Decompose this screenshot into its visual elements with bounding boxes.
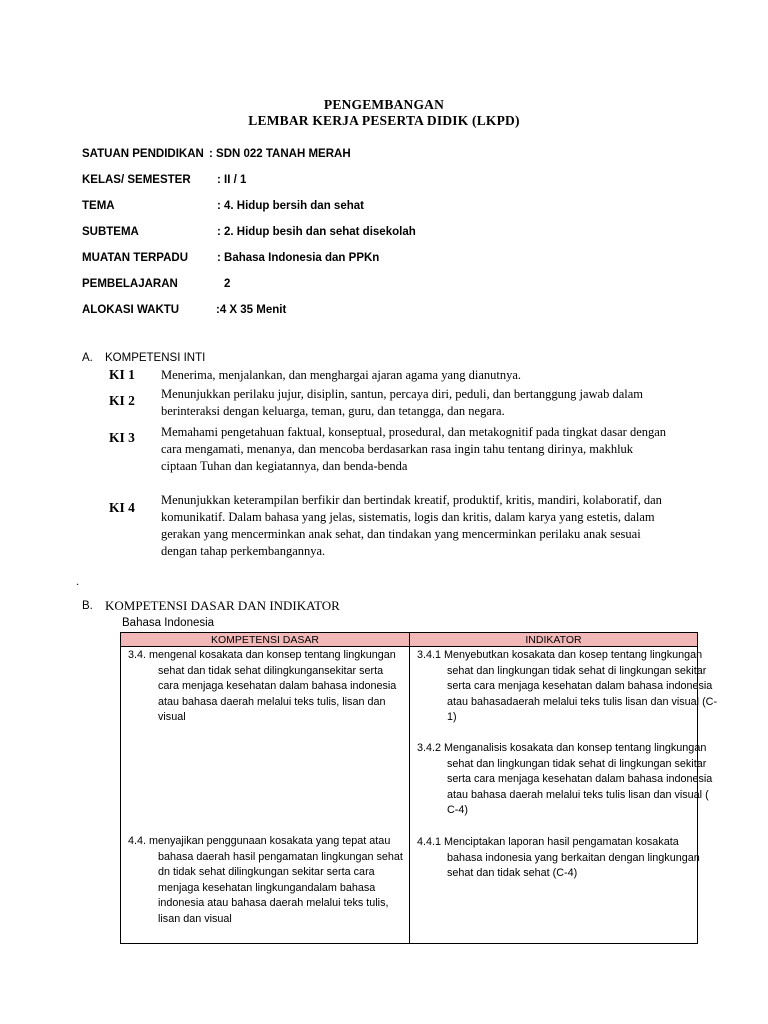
ki-3-label: KI 3	[109, 430, 135, 445]
table-header-indikator: INDIKATOR	[410, 633, 697, 647]
identity-label-muatan: MUATAN TERPADU	[82, 252, 189, 264]
document-title-line-2: LEMBAR KERJA PESERTA DIDIK (LKPD)	[248, 113, 520, 128]
section-b-heading: KOMPETENSI DASAR DAN INDIKATOR	[105, 598, 340, 613]
identity-value-satuan: : SDN 022 TANAH MERAH	[209, 148, 351, 160]
identity-value-kelas: : II / 1	[217, 174, 247, 186]
identity-value-tema: : 4. Hidup bersih dan sehat	[217, 200, 364, 212]
kd-4-4: 4.4. menyajikan penggunaan kosakata yang tepat atau bahasa daerah hasil pengamatan lingkungan sehat dn tidak sehat dilingkungan sekitar serta cara menjaga kesehatan lingkungandalam bahasa indonesia atau bahasa daerah melalui teks tulis, lisan dan visual	[128, 835, 403, 925]
identity-label-alokasi: ALOKASI WAKTU	[82, 304, 180, 316]
section-b-marker: B.	[82, 600, 93, 612]
identity-label-subtema: SUBTEMA	[82, 226, 139, 238]
section-a-marker: A.	[82, 352, 93, 364]
indikator-4-4-1: 4.4.1 Menciptakan laporan hasil pengamatan kosakata bahasa indonesia yang berkaitan dengan lingkungan sehat dan tidak sehat (C-4)	[417, 836, 700, 880]
identity-value-muatan: : Bahasa Indonesia dan PPKn	[217, 252, 380, 264]
kd-3-4: 3.4. mengenal kosakata dan konsep tentang lingkungan sehat dan tidak sehat dilingkungansekitar serta cara menjaga kesehatan dalam bahasa indonesia atau bahasa daerah melalui teks tulis, lisan dan visual	[128, 649, 397, 724]
section-a-heading: KOMPETENSI INTI	[105, 352, 206, 364]
ki-2-label: KI 2	[109, 393, 135, 408]
ki-4-label: KI 4	[109, 500, 135, 515]
identity-value-alokasi: :4 X 35 Menit	[216, 304, 287, 316]
identity-value-pembelajaran: 2	[224, 278, 231, 290]
stray-dot: .	[76, 574, 79, 588]
subject-label: Bahasa Indonesia	[122, 617, 215, 629]
table-header-kompetensi-dasar: KOMPETENSI DASAR	[121, 633, 409, 647]
ki-2-text: Menunjukkan perilaku jujur, disiplin, santun, percaya diri, peduli, dan bertanggung jawab dalam berinteraksi dengan keluarga, teman, guru, dan tetangga, dan negara.	[161, 387, 644, 418]
table-column-divider	[409, 633, 410, 943]
ki-1-text: Menerima, menjalankan, dan menghargai ajaran agama yang dianutnya.	[161, 368, 522, 382]
indikator-3-4-2: 3.4.2 Menganalisis kosakata dan konsep tentang lingkungan sehat dan lingkungan tidak sehat di lingkungan sekitar serta cara menjaga kesehatan dalam bahasa indonesia atau bahasa daerah melalui teks tulis lisan dan visual ( C-4)	[417, 742, 713, 817]
identity-label-pembelajaran: PEMBELAJARAN	[82, 278, 178, 290]
identity-value-subtema: : 2. Hidup besih dan sehat disekolah	[217, 226, 416, 238]
identity-label-kelas: KELAS/ SEMESTER	[82, 174, 191, 186]
indikator-3-4-1: 3.4.1 Menyebutkan kosakata dan kosep tentang lingkungan sehat dan lingkungan tidak sehat di lingkungan sekitar serta cara menjaga kesehatan dalam bahasa indonesia atau bahasadaerah melalui teks tulis lisan dan visual (C-1)	[417, 649, 718, 724]
ki-3-text: Memahami pengetahuan faktual, konseptual, prosedural, dan metakognitif pada tingkat dasar dengan cara mengamati, menanya, dan mencoba berdasarkan rasa ingin tahu tentang dirinya, makhluk ciptaan Tuhan dan kegiatannya, dan benda-benda	[161, 425, 667, 473]
ki-1-label: KI 1	[109, 367, 135, 382]
ki-4-text: Menunjukkan keterampilan berfikir dan bertindak kreatif, produktif, kritis, mandiri, kolaboratif, dan komunikatif. Dalam bahasa yang jelas, sistematis, logis dan kritis, dalam karya yang estetis, dalam gerakan yang mencerminkan anak sehat, dan tindakan yang mencerminkan perilaku anak sesuai dengan tahap perkembangannya.	[161, 493, 662, 558]
identity-label-tema: TEMA	[82, 200, 115, 212]
identity-label-satuan: SATUAN PENDIDIKAN	[82, 148, 204, 160]
kd-indikator-table	[120, 632, 718, 944]
document-title-line-1: PENGEMBANGAN	[323, 97, 445, 112]
